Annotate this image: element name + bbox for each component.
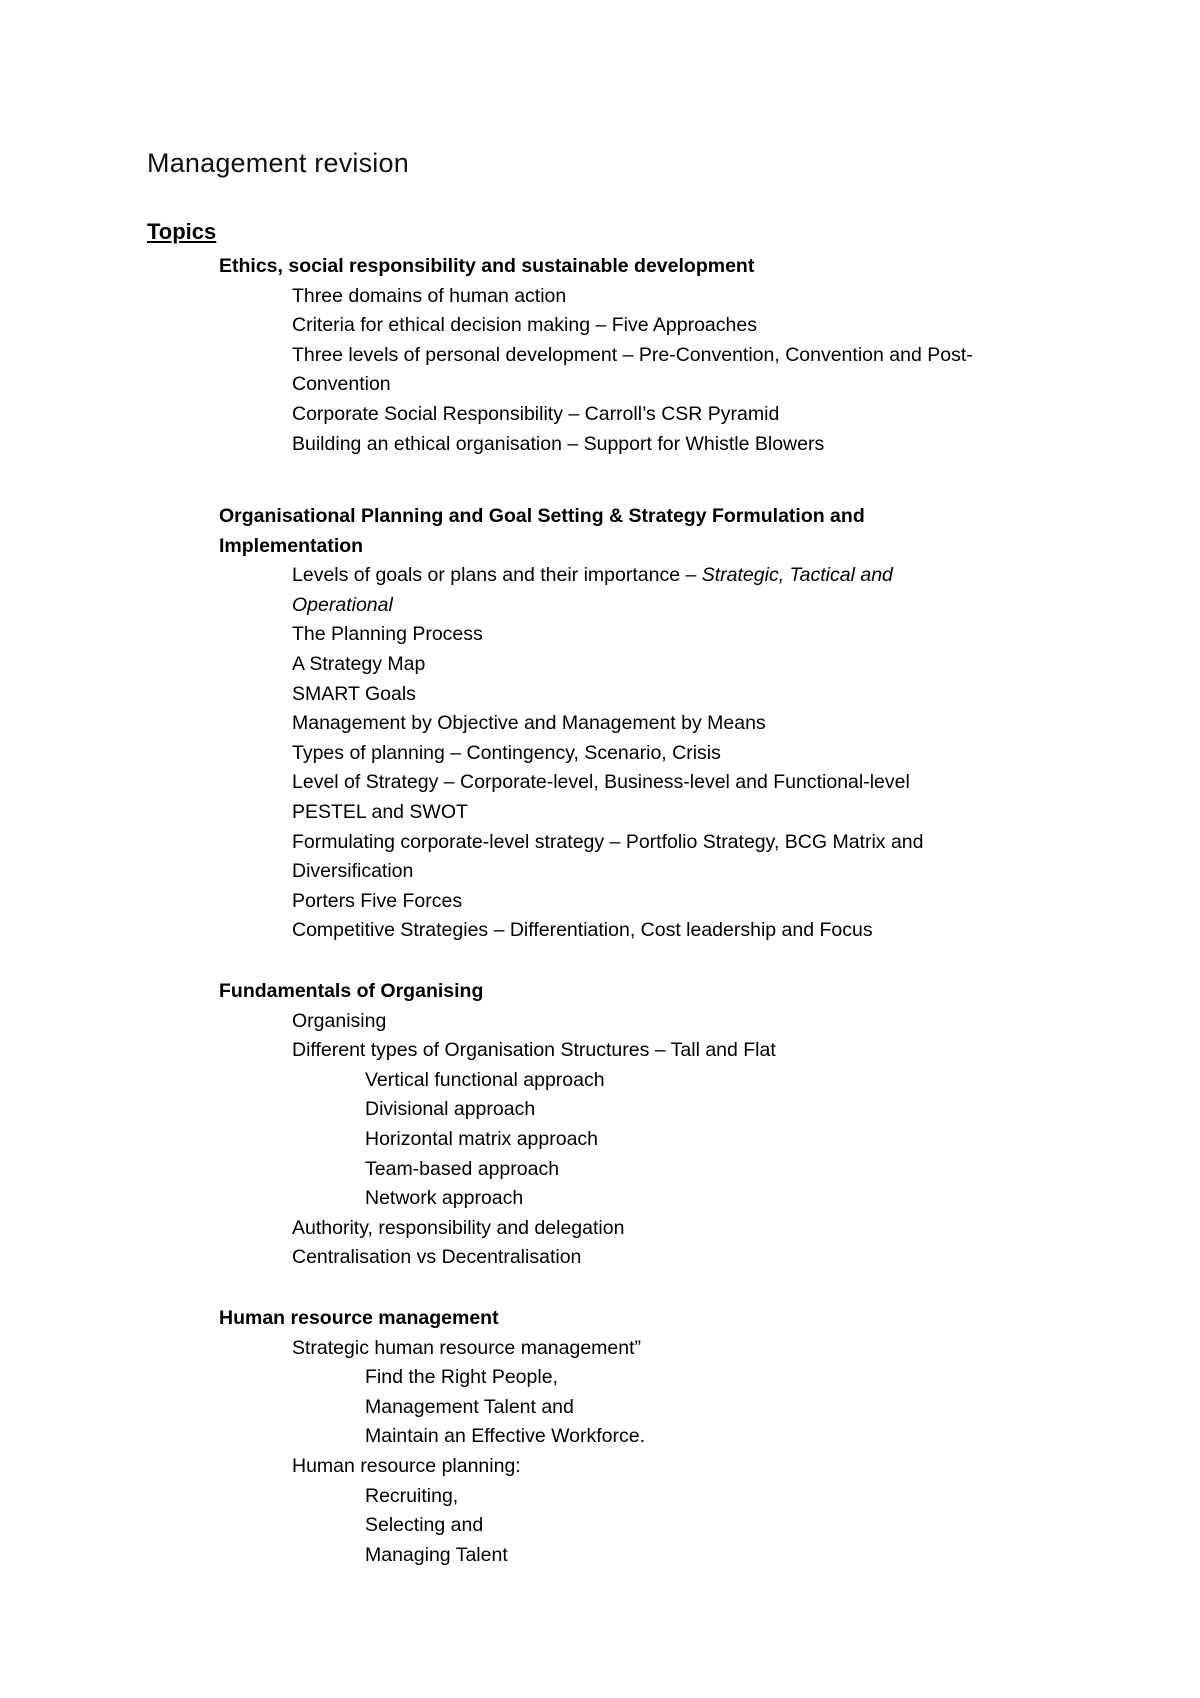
list-item-text: Different types of Organisation Structures – Tall and Flat bbox=[292, 1039, 776, 1062]
list-item-text: Maintain an Effective Workforce. bbox=[365, 1425, 645, 1448]
list-item-text: Human resource management bbox=[219, 1307, 499, 1329]
list-item-text: Management by Objective and Management by Means bbox=[292, 712, 766, 735]
list-item-text: The Planning Process bbox=[292, 623, 483, 646]
list-item-text: Team-based approach bbox=[365, 1157, 560, 1180]
list-item-text: Ethics, social responsibility and sustainable development bbox=[219, 255, 755, 277]
list-item-text: Level of Strategy – Corporate-level, Business-level and Functional-level bbox=[292, 771, 910, 794]
list-item-text: A Strategy Map bbox=[292, 653, 426, 675]
list-item-text: Diversification bbox=[292, 860, 414, 883]
list-item-text: SMART Goals bbox=[292, 682, 416, 705]
list-item-text: Competitive Strategies – Differentiation, Cost leadership and Focus bbox=[292, 919, 873, 942]
document-title: Management revision bbox=[147, 148, 409, 178]
list-item-text: Porters Five Forces bbox=[292, 889, 463, 912]
list-item-text: Three levels of personal development – Pre-Convention, Convention and Post- bbox=[292, 343, 973, 366]
list-item-text: Formulating corporate-level strategy – Portfolio Strategy, BCG Matrix and bbox=[292, 830, 924, 853]
list-item-text: Corporate Social Responsibility – Carroll’s CSR Pyramid bbox=[292, 403, 780, 425]
list-item-text: Find the Right People, bbox=[365, 1366, 558, 1389]
list-item-text: Fundamentals of Organising bbox=[219, 980, 484, 1002]
list-item-text: Centralisation vs Decentralisation bbox=[292, 1246, 582, 1269]
list-item-text: Operational bbox=[292, 593, 393, 616]
list-item-text: Types of planning – Contingency, Scenario, Crisis bbox=[292, 741, 721, 764]
list-item-text: Network approach bbox=[365, 1187, 524, 1210]
list-item-text: Levels of goals or plans and their importance – Strategic, Tactical and bbox=[292, 564, 893, 587]
list-item-text: Organising bbox=[292, 1009, 387, 1032]
list-item-text: Authority, responsibility and delegation bbox=[292, 1216, 625, 1239]
topics-heading: Topics bbox=[147, 219, 217, 244]
list-item-text: Implementation bbox=[219, 534, 364, 557]
list-item-text: Three domains of human action bbox=[292, 284, 567, 307]
list-item-text: Organisational Planning and Goal Setting & Strategy Formulation and bbox=[219, 505, 865, 527]
list-item-text: Selecting and bbox=[365, 1514, 484, 1537]
list-item-text: Horizontal matrix approach bbox=[365, 1128, 599, 1150]
list-item-text: Building an ethical organisation – Support for Whistle Blowers bbox=[292, 432, 825, 455]
list-item-text: Recruiting, bbox=[365, 1484, 459, 1507]
list-item-text: Convention bbox=[292, 373, 391, 396]
list-item-text: Strategic human resource management” bbox=[292, 1336, 642, 1359]
list-item-text: Divisional approach bbox=[365, 1098, 536, 1121]
list-item-text: PESTEL and SWOT bbox=[292, 801, 468, 823]
list-item-text: Management Talent and bbox=[365, 1395, 574, 1418]
list-item-text: Vertical functional approach bbox=[365, 1068, 605, 1091]
list-item-text: Criteria for ethical decision making – Five Approaches bbox=[292, 314, 757, 337]
list-item-text: Managing Talent bbox=[365, 1543, 508, 1566]
list-item-text: Human resource planning: bbox=[292, 1455, 521, 1477]
